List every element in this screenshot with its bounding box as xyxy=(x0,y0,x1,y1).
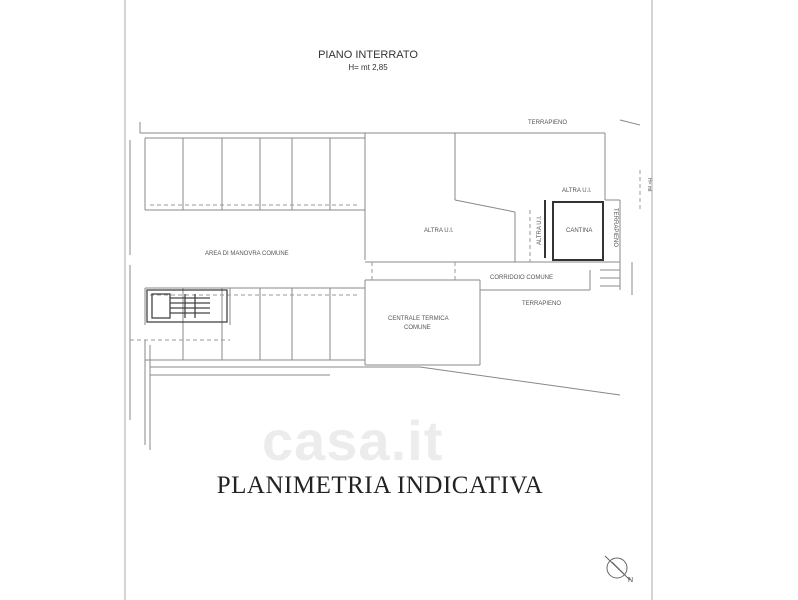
label-terrapieno-bottom: TERRAPIENO xyxy=(522,301,562,307)
label-terrapieno-top: TERRAPIENO xyxy=(528,120,568,126)
plan-title: PIANO INTERRATO xyxy=(318,49,418,61)
label-north: N xyxy=(628,577,634,584)
label-corridoio: CORRIDOIO COMUNE xyxy=(490,275,553,281)
label-centrale-1: CENTRALE TERMICA xyxy=(388,316,449,322)
label-altra-ui-small: ALTRA U.I. xyxy=(562,188,592,194)
label-altra-ui-center: ALTRA U.I. xyxy=(424,228,454,234)
label-area-manovra: AREA DI MANOVRA COMUNE xyxy=(205,251,289,257)
label-side-dim: H= mt xyxy=(646,178,652,192)
label-centrale-2: COMUNE xyxy=(404,325,431,331)
walls xyxy=(130,120,640,450)
sheet-frame xyxy=(125,0,652,600)
footer-title: PLANIMETRIA INDICATIVA xyxy=(216,472,544,499)
height-note: H= mt 2,85 xyxy=(348,63,388,72)
label-altra-ui-vertical: ALTRA U.I. xyxy=(537,215,543,245)
label-terrapieno-right: TERRAPIENO xyxy=(612,208,618,248)
north-arrow-icon xyxy=(605,556,633,584)
label-cantina: CANTINA xyxy=(566,228,593,234)
watermark: casa.it xyxy=(262,409,444,472)
